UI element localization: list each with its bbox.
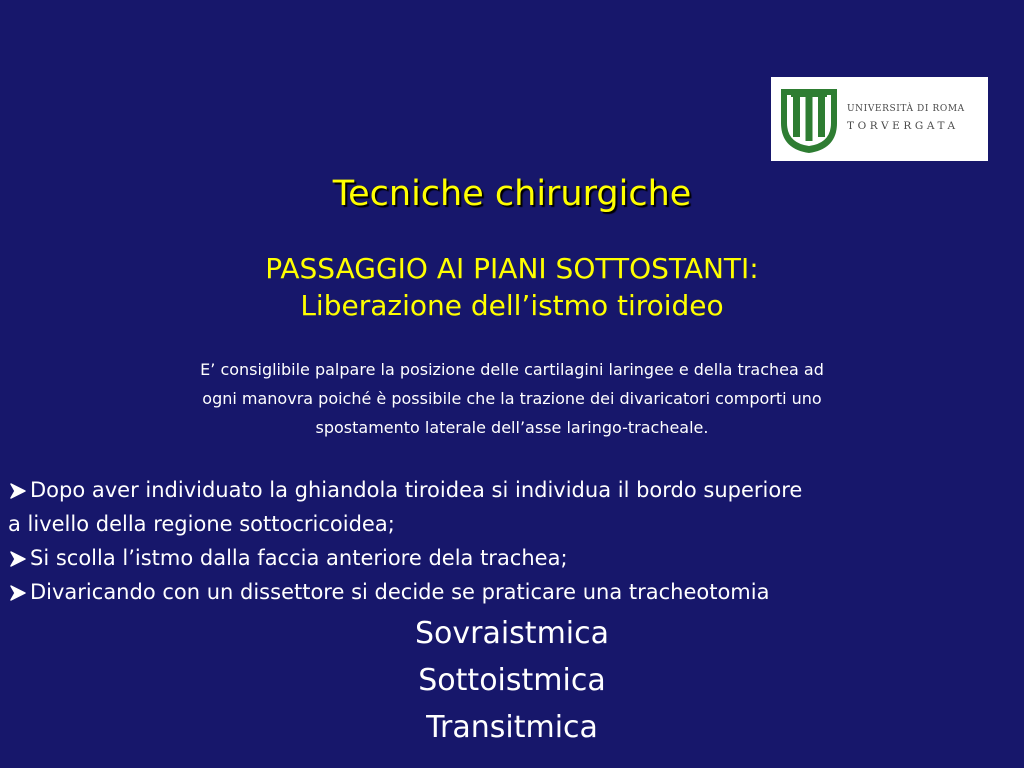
arrow-bullet-icon bbox=[8, 481, 30, 501]
arrow-bullet-icon bbox=[8, 583, 30, 603]
note-line: ogni manovra poiché è possibile che la trazione dei divaricatori comporti uno bbox=[202, 389, 822, 408]
bullet-item bbox=[8, 473, 1020, 507]
logo-university-name: UNIVERSITÀ DI ROMA bbox=[847, 104, 965, 114]
arrow-bullet-icon bbox=[8, 549, 30, 569]
bullet-text: Si scolla l’istmo dalla faccia anteriore dela trachea; bbox=[30, 546, 568, 570]
university-logo bbox=[771, 77, 988, 161]
university-emblem-icon bbox=[777, 83, 841, 155]
bullet-text: Dopo aver individuato la ghiandola tiroidea si individua il bordo superiore bbox=[30, 478, 803, 502]
bullet-item bbox=[8, 575, 1020, 609]
slide-subtitle bbox=[0, 250, 1024, 324]
slide-title: Tecniche chirurgiche bbox=[332, 174, 692, 214]
subtitle-line: PASSAGGIO AI PIANI SOTTOSTANTI: bbox=[265, 252, 759, 285]
tracheotomy-types bbox=[0, 610, 1024, 751]
note-paragraph bbox=[70, 355, 954, 442]
bullet-text: a livello della regione sottocricoidea; bbox=[8, 512, 395, 536]
logo-university-campus: TORVERGATA bbox=[847, 120, 959, 132]
note-line: E’ consiglibile palpare la posizione delle cartilagini laringee e della trachea ad bbox=[200, 360, 824, 379]
bullet-list bbox=[8, 473, 1020, 609]
tracheotomy-type: Sottoistmica bbox=[418, 663, 606, 698]
bullet-item-continuation bbox=[8, 507, 1020, 541]
bullet-text: Divaricando con un dissettore si decide se praticare una tracheotomia bbox=[30, 580, 770, 604]
note-line: spostamento laterale dell’asse laringo-tracheale. bbox=[315, 418, 709, 437]
tracheotomy-type: Transitmica bbox=[426, 710, 598, 745]
bullet-item bbox=[8, 541, 1020, 575]
subtitle-line: Liberazione dell’istmo tiroideo bbox=[300, 289, 724, 322]
tracheotomy-type: Sovraistmica bbox=[414, 616, 610, 651]
